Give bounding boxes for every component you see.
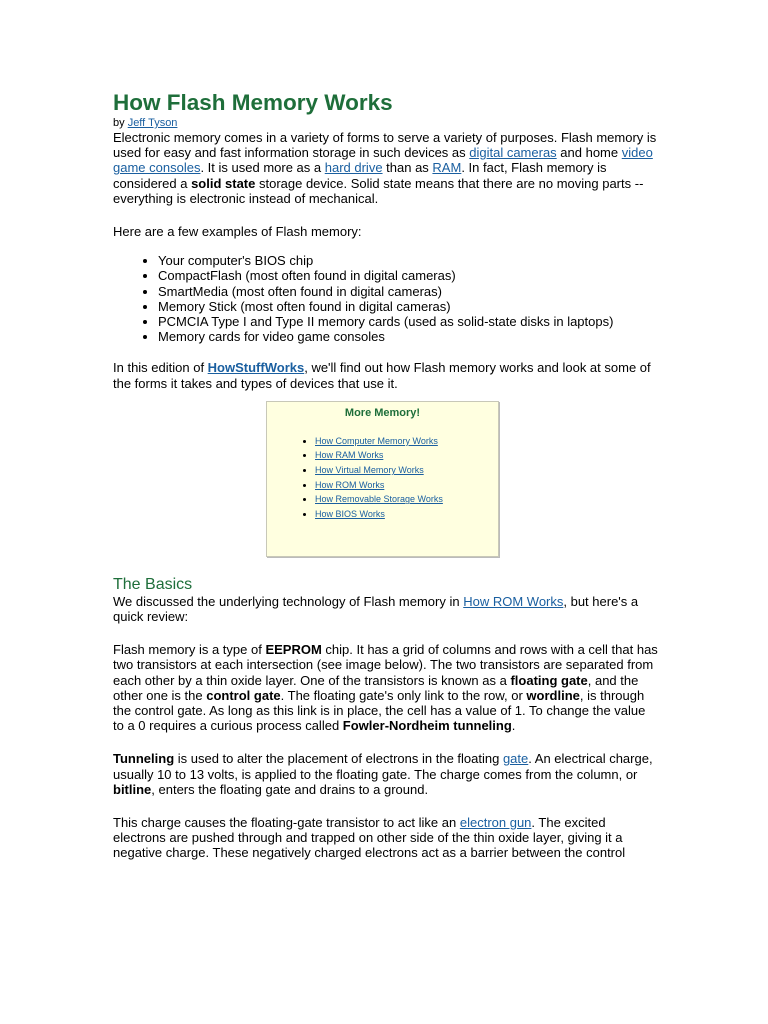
list-item: • CompactFlash (most often found in digital cameras) bbox=[158, 268, 658, 283]
basics-paragraph-4: This charge causes the floating-gate transistor to act like an electron gun. The excited electrons are pushed through and trapped on other side of the thin oxide layer, giving it a negative charge. These negatively charged electrons act as a barrier between the control bbox=[113, 815, 626, 861]
computer-memory-link[interactable]: How Computer Memory Works bbox=[315, 435, 438, 446]
how-rom-works-link[interactable]: How ROM Works bbox=[463, 593, 564, 609]
basics-paragraph-1: We discussed the underlying technology of Flash memory in How ROM Works, but here's a quick review: bbox=[113, 593, 639, 625]
spacer bbox=[113, 733, 658, 751]
list-item: • SmartMedia (most often found in digital cameras) bbox=[158, 284, 658, 299]
ram-link[interactable]: RAM bbox=[432, 160, 462, 176]
more-memory-links bbox=[267, 434, 498, 522]
basics-paragraph-3: Tunneling is used to alter the placement of electrons in the floating gate. An electrical charge, usually 10 to 13 volts, is applied to the floating gate. The charge comes from the column, or bitline, enters the floating gate and drains to a ground. bbox=[113, 751, 653, 797]
spacer bbox=[113, 206, 658, 224]
list-item: • Memory Stick (most often found in digital cameras) bbox=[158, 299, 658, 314]
examples-intro: Here are a few examples of Flash memory: bbox=[113, 224, 362, 240]
list-item bbox=[315, 463, 498, 478]
article bbox=[113, 90, 658, 861]
spacer bbox=[113, 624, 658, 642]
rom-works-link[interactable]: How ROM Works bbox=[315, 479, 385, 490]
examples-list bbox=[113, 253, 658, 344]
gate-link[interactable]: gate bbox=[502, 751, 529, 767]
list-item bbox=[315, 448, 498, 463]
list-item bbox=[315, 478, 498, 493]
more-memory-title: More Memory! bbox=[344, 406, 421, 419]
list-item: • Memory cards for video game consoles bbox=[158, 329, 658, 344]
basics-paragraph-2: Flash memory is a type of EEPROM chip. It has a grid of columns and rows with a cell that has two transistors at each intersection (see image below). The two transistors are separated from each other by a thin oxide layer. One of the transistors is known as a floating gate, and the other one is the control gate. The floating gate's only link to the row, or wordline, is through the control gate. As long as this link is in place, the cell has a value of 1. To change the value to a 0 requires a curious process called Fowler-Nordheim tunneling. bbox=[113, 642, 658, 734]
intro-paragraph: Electronic memory comes in a variety of forms to serve a variety of purposes. Flash memory is used for easy and fast information storage in such devices as digital cameras and home video game consoles. It is used more as a hard drive than as RAM. In fact, Flash memory is considered a solid state storage device. Solid state means that there are no moving parts -- everything is electronic instead of mechanical. bbox=[113, 130, 657, 206]
electron-gun-link[interactable]: electron gun bbox=[459, 815, 532, 831]
video-game-consoles-link[interactable]: video game consoles bbox=[113, 145, 653, 176]
byline-prefix: by bbox=[113, 117, 125, 129]
virtual-memory-link[interactable]: How Virtual Memory Works bbox=[315, 465, 424, 476]
removable-storage-link[interactable]: How Removable Storage Works bbox=[315, 494, 443, 505]
hard-drive-link[interactable]: hard drive bbox=[324, 160, 383, 176]
list-item bbox=[315, 492, 498, 507]
author-link[interactable]: Jeff Tyson bbox=[127, 117, 178, 129]
spacer bbox=[113, 797, 658, 815]
more-memory-box bbox=[266, 401, 499, 557]
edition-paragraph: In this edition of HowStuffWorks, we'll find out how Flash memory works and look at some of the forms it takes and types of devices that use it. bbox=[113, 360, 651, 391]
howstuffworks-link[interactable]: HowStuffWorks bbox=[207, 360, 305, 376]
byline bbox=[113, 116, 658, 130]
page-title: How Flash Memory Works bbox=[113, 90, 393, 115]
section-heading-basics: The Basics bbox=[113, 575, 193, 593]
list-item: • PCMCIA Type I and Type II memory cards (used as solid-state disks in laptops) bbox=[158, 314, 658, 329]
ram-works-link[interactable]: How RAM Works bbox=[315, 450, 384, 461]
list-item bbox=[315, 434, 498, 449]
list-item bbox=[315, 507, 498, 522]
bios-works-link[interactable]: How BIOS Works bbox=[315, 508, 385, 519]
digital-cameras-link[interactable]: digital cameras bbox=[469, 145, 557, 161]
list-item: • Your computer's BIOS chip bbox=[158, 253, 658, 268]
